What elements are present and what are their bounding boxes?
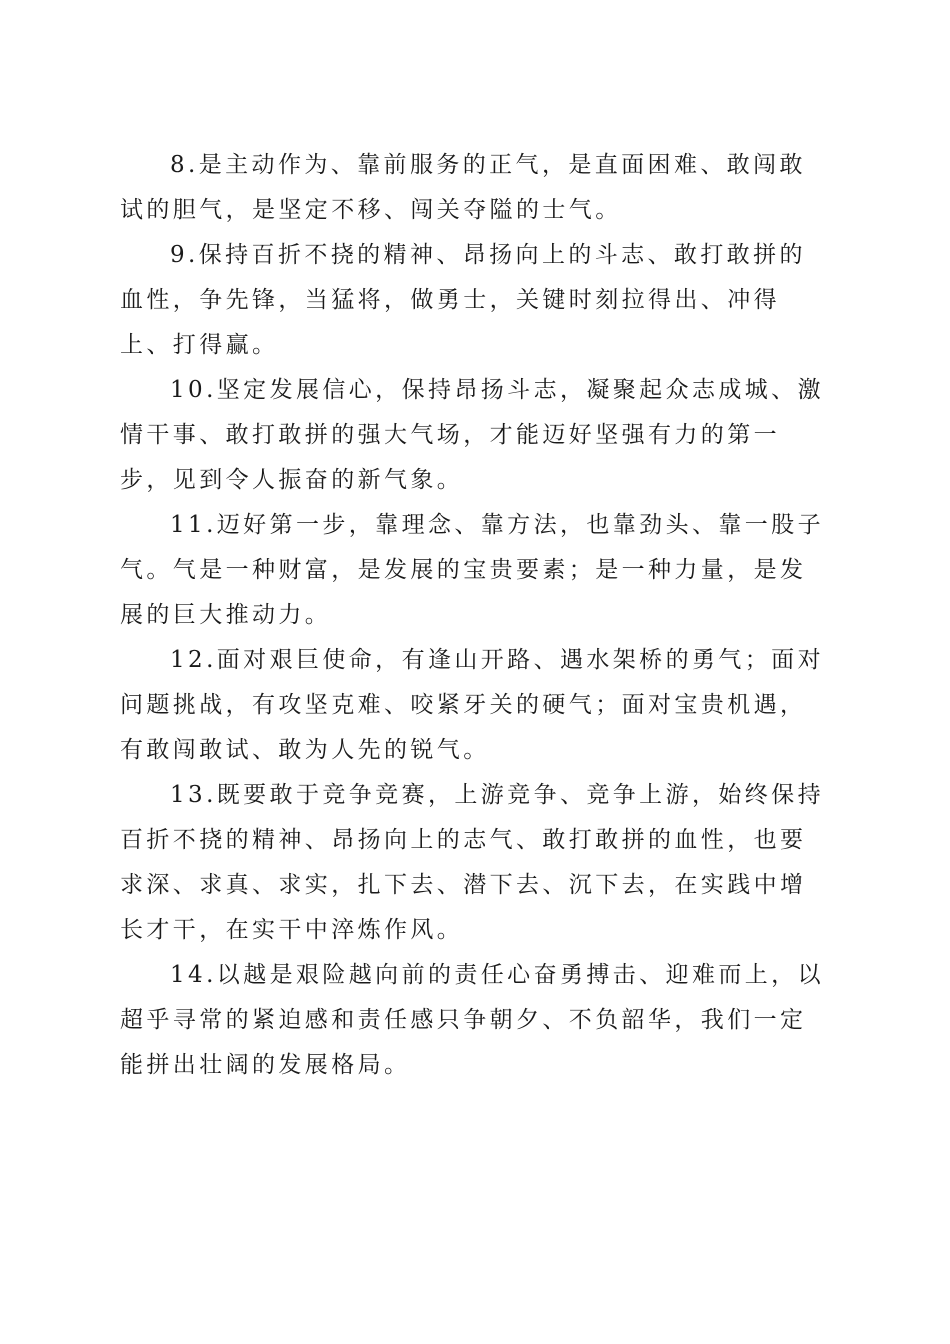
document-body bbox=[120, 143, 830, 1088]
paragraph-9: 9.保持百折不挠的精神、昂扬向上的斗志、敢打敢拼的血性，争先锋，当猛将，做勇士，关键时刻拉得出、冲得上、打得赢。 bbox=[120, 242, 806, 358]
paragraph-13: 13.既要敢于竞争竞赛，上游竞争、竞争上游，始终保持百折不挠的精神、昂扬向上的志气、敢打敢拼的血性，也要求深、求真、求实，扎下去、潜下去、沉下去，在实践中增长才干，在实干中淬炼作风。 bbox=[120, 782, 824, 943]
paragraph-12: 12.面对艰巨使命，有逢山开路、遇水架桥的勇气；面对问题挑战，有攻坚克难、咬紧牙关的硬气；面对宝贵机遇，有敢闯敢试、敢为人先的锐气。 bbox=[120, 647, 824, 763]
paragraph-11: 11.迈好第一步，靠理念、靠方法，也靠劲头、靠一股子气。气是一种财富，是发展的宝贵要素；是一种力量，是发展的巨大推动力。 bbox=[120, 512, 824, 628]
paragraph-14: 14.以越是艰险越向前的责任心奋勇搏击、迎难而上，以超乎寻常的紧迫感和责任感只争朝夕、不负韶华，我们一定能拼出壮阔的发展格局。 bbox=[120, 962, 824, 1078]
paragraph-8: 8.是主动作为、靠前服务的正气，是直面困难、敢闯敢试的胆气，是坚定不移、闯关夺隘的士气。 bbox=[120, 152, 806, 223]
paragraph-10: 10.坚定发展信心，保持昂扬斗志，凝聚起众志成城、激情干事、敢打敢拼的强大气场，才能迈好坚强有力的第一步，见到令人振奋的新气象。 bbox=[120, 377, 824, 493]
